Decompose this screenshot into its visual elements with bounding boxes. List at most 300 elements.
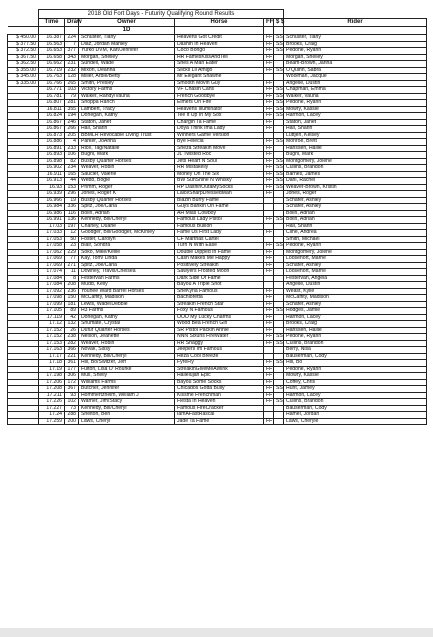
ss-cell: SS bbox=[274, 93, 284, 100]
rider-cell: Barnes, James bbox=[284, 171, 427, 178]
draw-cell: 306 bbox=[65, 373, 79, 380]
ss-cell: SS bbox=[274, 386, 284, 393]
draw-cell: 132 bbox=[65, 321, 79, 328]
header-horse: Horse bbox=[175, 19, 264, 27]
horse-cell: CF Marthas Cartel bbox=[175, 236, 264, 243]
draw-cell: 26 bbox=[65, 327, 79, 334]
time-cell: 16.93 bbox=[39, 184, 65, 191]
rider-cell: Festervan, Angela bbox=[284, 275, 427, 282]
header-rider: Rider bbox=[284, 19, 427, 27]
time-cell: 16.807 bbox=[39, 100, 65, 107]
ff-cell: FF bbox=[264, 67, 274, 74]
time-cell: 16.891 bbox=[39, 145, 65, 152]
owner-cell: McCaffity, Madison bbox=[79, 295, 175, 302]
time-cell: 16.902 bbox=[39, 165, 65, 172]
owner-cell: BBMLR Revocable Living Trust bbox=[79, 132, 175, 139]
draw-cell: 194 bbox=[65, 113, 79, 120]
ff-cell: FF bbox=[264, 126, 274, 133]
time-cell: 17.211 bbox=[39, 392, 65, 399]
horse-cell: Sheza Streakin Move bbox=[175, 145, 264, 152]
draw-cell: 79 bbox=[65, 93, 79, 100]
owner-cell: Warner, Jim/Stacy bbox=[79, 399, 175, 406]
rider-cell: Hodges, Jamie bbox=[284, 308, 427, 315]
owner-cell: Busby Quarter Horses bbox=[79, 197, 175, 204]
owner-cell: Webb, Bogie bbox=[79, 178, 175, 185]
owner-cell: Shoppa Ranch bbox=[79, 100, 175, 107]
draw-cell: 246 bbox=[65, 119, 79, 126]
owner-cell: Dufur Quarter Horses bbox=[79, 327, 175, 334]
draw-cell: 181 bbox=[65, 301, 79, 308]
rider-cell: Hill, Bo bbox=[284, 360, 427, 367]
draw-cell: 224 bbox=[65, 35, 79, 42]
owner-cell: Morgan, Shelley bbox=[79, 54, 175, 61]
ff-cell: FF bbox=[264, 327, 274, 334]
horse-cell: RR Shaggy bbox=[175, 340, 264, 347]
horse-cell: NNN Sixuns FireWater bbox=[175, 334, 264, 341]
time-cell: 16.886 bbox=[39, 139, 65, 146]
ff-cell: FF bbox=[264, 139, 274, 146]
draw-cell: 77 bbox=[65, 256, 79, 263]
rider-cell: Cullins, Brandon bbox=[284, 399, 427, 406]
owner-cell: Rice, Tag/Natalie bbox=[79, 145, 175, 152]
time-cell: 16.763 bbox=[39, 74, 65, 81]
rider-cell: Walker, Vauna bbox=[284, 93, 427, 100]
draw-cell: 343 bbox=[65, 54, 79, 61]
ff-cell: FF bbox=[264, 418, 274, 425]
prize-cell: $ 450.00 bbox=[8, 35, 39, 42]
ss-cell: SS bbox=[274, 178, 284, 185]
table-row bbox=[8, 418, 427, 425]
rider-cell: Bauserman, Cody bbox=[284, 405, 427, 412]
time-cell: 17.18 bbox=[39, 360, 65, 367]
ff-cell: FF bbox=[264, 308, 274, 315]
horse-cell: Bachloretta bbox=[175, 295, 264, 302]
owner-cell: Goodger, Bill/Goodger, McKinley bbox=[79, 230, 175, 237]
draw-cell: 238 bbox=[65, 334, 79, 341]
ff-cell: FF bbox=[264, 340, 274, 347]
draw-cell: 265 bbox=[65, 80, 79, 87]
draw-cell: 153 bbox=[65, 184, 79, 191]
ss-cell: SS bbox=[274, 165, 284, 172]
rider-cell: Loosenort, Marne bbox=[284, 256, 427, 263]
time-cell: 17.17 bbox=[39, 353, 65, 360]
draw-cell: 221 bbox=[65, 353, 79, 360]
ss-cell bbox=[274, 418, 284, 425]
prize-cell: $ 372.50 bbox=[8, 48, 39, 55]
draw-cell: 128 bbox=[65, 74, 79, 81]
time-cell: 16.811 bbox=[39, 106, 65, 113]
time-cell: 16.824 bbox=[39, 113, 65, 120]
time-cell: 17.152 bbox=[39, 334, 65, 341]
time-cell: 17.033 bbox=[39, 230, 65, 237]
time-cell: 16.387 bbox=[39, 35, 65, 42]
ff-cell: FF bbox=[264, 113, 274, 120]
owner-cell: Nelson, Jeanette bbox=[79, 334, 175, 341]
owner-cell: Diaz, Jordan Manley bbox=[79, 41, 175, 48]
ff-cell: FF bbox=[264, 243, 274, 250]
time-cell: 16.719 bbox=[39, 67, 65, 74]
draw-cell: 208 bbox=[65, 282, 79, 289]
rider-cell: Brooks, Craig bbox=[284, 41, 427, 48]
draw-cell: 150 bbox=[65, 295, 79, 302]
time-cell: 17.092 bbox=[39, 288, 65, 295]
ss-cell: SS bbox=[274, 35, 284, 42]
ss-cell: SS bbox=[274, 67, 284, 74]
rider-cell: Hall, Sharin bbox=[284, 126, 427, 133]
ff-cell: FF bbox=[264, 61, 274, 68]
rider-cell: Chapman, Emma bbox=[284, 87, 427, 94]
horse-cell: Doya Think Ima Lady bbox=[175, 126, 264, 133]
horse-cell: Famous Lady Pistol bbox=[175, 217, 264, 224]
time-cell: 16.986 bbox=[39, 210, 65, 217]
owner-cell: Weaver, Robin bbox=[79, 340, 175, 347]
owner-cell: Victory Farms bbox=[79, 87, 175, 94]
horse-cell: Fiesta In Heaven bbox=[175, 399, 264, 406]
horse-cell: Jade Ta Fame bbox=[175, 418, 264, 425]
rider-cell: Schafer, Ashley bbox=[284, 262, 427, 269]
horse-cell: Heavens Got Credit bbox=[175, 35, 264, 42]
rider-cell: Pedone, Ryann bbox=[284, 243, 427, 250]
owner-cell: Sundell, Wade bbox=[79, 61, 175, 68]
time-cell: 17.069 bbox=[39, 256, 65, 263]
rider-cell: Schafer, Ashley bbox=[284, 197, 427, 204]
ff-cell: FF bbox=[264, 321, 274, 328]
rider-cell: Weaver-Brown, Kristin bbox=[284, 184, 427, 191]
ff-cell: FF bbox=[264, 106, 274, 113]
owner-cell: H3 Farms bbox=[79, 308, 175, 315]
time-cell: 16.966 bbox=[39, 197, 65, 204]
owner-cell: Hill, Bo/Switzer, Jeff bbox=[79, 360, 175, 367]
draw-cell: 93 bbox=[65, 392, 79, 399]
ff-cell: FF bbox=[264, 399, 274, 406]
time-cell: 16.991 bbox=[39, 217, 65, 224]
ss-cell: SS bbox=[274, 360, 284, 367]
ff-cell: FF bbox=[264, 145, 274, 152]
horse-cell: Mr Elegant Shawne bbox=[175, 74, 264, 81]
owner-cell: Spitz, Joe/Carla bbox=[79, 262, 175, 269]
time-cell: 16.662 bbox=[39, 61, 65, 68]
ss-cell: SS bbox=[274, 399, 284, 406]
ff-cell: FF bbox=[264, 373, 274, 380]
draw-cell: 355 bbox=[65, 106, 79, 113]
ff-cell: FF bbox=[264, 256, 274, 263]
time-cell: 17.227 bbox=[39, 405, 65, 412]
ff-cell: FF bbox=[264, 191, 274, 198]
rider-cell: Dahl, Rachel bbox=[284, 178, 427, 185]
horse-cell: Famous FireCracker bbox=[175, 405, 264, 412]
ff-cell: FF bbox=[264, 93, 274, 100]
owner-cell: Staton, Janet bbox=[79, 119, 175, 126]
rider-cell: Pedone, Ryann bbox=[284, 100, 427, 107]
horse-cell: Sawyers Frosted Moon bbox=[175, 269, 264, 276]
time-cell: 16.913 bbox=[39, 178, 65, 185]
draw-cell: 7 bbox=[65, 41, 79, 48]
time-cell: 17.12 bbox=[39, 321, 65, 328]
rider-cell: Angelle, Dustin bbox=[284, 282, 427, 289]
draw-cell: 103 bbox=[65, 87, 79, 94]
rider-cell: Schafer, Ashley bbox=[284, 301, 427, 308]
title-row bbox=[8, 10, 427, 19]
horse-cell: JL Twisted Roc bbox=[175, 152, 264, 159]
time-cell: 16.911 bbox=[39, 171, 65, 178]
horse-cell: Jets Heart N Soul bbox=[175, 158, 264, 165]
rider-cell: Berry, Nisa bbox=[284, 347, 427, 354]
rider-cell: McCaffity, Madison bbox=[284, 295, 427, 302]
horse-cell: Chicados Gotta Bully bbox=[175, 386, 264, 393]
owner-cell: Bugni, Mark bbox=[79, 152, 175, 159]
header-draw: Draw bbox=[65, 19, 79, 27]
owner-cell: Donegan, Kathy bbox=[79, 113, 175, 120]
horse-cell: Heza Cool Breeze bbox=[175, 353, 264, 360]
rider-cell: Woolman, Jacque bbox=[284, 74, 427, 81]
owner-cell: Donegan, Kathy bbox=[79, 314, 175, 321]
time-cell: 17.105 bbox=[39, 308, 65, 315]
rider-cell: Smith, Michael bbox=[284, 236, 427, 243]
rider-cell: Pedone, Ryann bbox=[284, 366, 427, 373]
ff-cell: FF bbox=[264, 54, 274, 61]
owner-cell: Williams Farms bbox=[79, 379, 175, 386]
owner-cell: Jones, Roger K bbox=[79, 191, 175, 198]
ff-cell: FF bbox=[264, 360, 274, 367]
owner-cell: Parker, JoAnna bbox=[79, 139, 175, 146]
ff-cell: FF bbox=[264, 48, 274, 55]
horse-cell: HR FamesKissAndTell bbox=[175, 54, 264, 61]
horse-cell: AH Mias Cowboy bbox=[175, 210, 264, 217]
results-table bbox=[7, 9, 427, 425]
ss-cell: SS bbox=[274, 243, 284, 250]
time-cell: 17.069 bbox=[39, 262, 65, 269]
horse-cell: Hallelujah Epic bbox=[175, 373, 264, 380]
horse-cell: Kissme Frenchman bbox=[175, 392, 264, 399]
draw-cell: 177 bbox=[65, 366, 79, 373]
ff-cell: FF bbox=[264, 230, 274, 237]
rider-cell: O'Quinn, Sabra bbox=[284, 67, 427, 74]
time-cell: 16.867 bbox=[39, 126, 65, 133]
rider-cell: Bolin, Adrian bbox=[284, 217, 427, 224]
rider-cell: Hanssen, Hallie bbox=[284, 145, 427, 152]
rider-cell: Mowry, Kassie bbox=[284, 373, 427, 380]
draw-cell: 271 bbox=[65, 262, 79, 269]
draw-cell: 233 bbox=[65, 145, 79, 152]
draw-cell: 12 bbox=[65, 230, 79, 237]
rider-cell: Monroe, Brett bbox=[284, 139, 427, 146]
draw-cell: 116 bbox=[65, 210, 79, 217]
ff-cell: FF bbox=[264, 269, 274, 276]
prize-cell: $ 367.50 bbox=[8, 54, 39, 61]
draw-cell: 19 bbox=[65, 197, 79, 204]
time-cell: 17.053 bbox=[39, 236, 65, 243]
rider-cell: Harmon, Lacey bbox=[284, 314, 427, 321]
draw-cell: 282 bbox=[65, 340, 79, 347]
ss-cell: SS bbox=[274, 217, 284, 224]
rider-cell: Bolin, Adrian bbox=[284, 210, 427, 217]
time-cell: 16.867 bbox=[39, 119, 65, 126]
draw-cell: 377 bbox=[65, 48, 79, 55]
owner-cell: Fulton, Lisa O' Rourke bbox=[79, 366, 175, 373]
rider-cell: Cullins, Brandon bbox=[284, 165, 427, 172]
time-cell: 16.658 bbox=[39, 54, 65, 61]
draw-cell: 136 bbox=[65, 217, 79, 224]
rider-cell: Cullins, Brandon bbox=[284, 340, 427, 347]
draw-cell: 361 bbox=[65, 360, 79, 367]
horse-cell: FyreFly bbox=[175, 360, 264, 367]
rider-cell: Harmon, Lacey bbox=[284, 113, 427, 120]
header-ff: FF bbox=[264, 19, 274, 27]
horse-cell: IamAFastRascal bbox=[175, 412, 264, 419]
ff-cell: FF bbox=[264, 171, 274, 178]
ss-cell: SS bbox=[274, 139, 284, 146]
rider-cell: Pedone, Ryann bbox=[284, 48, 427, 55]
prize-cell: $ 355.00 bbox=[8, 67, 39, 74]
time-cell: 17.098 bbox=[39, 295, 65, 302]
horse-cell: Foxy N Famous bbox=[175, 308, 264, 315]
ff-cell: FF bbox=[264, 80, 274, 87]
rider-cell: Angelle, Dustin bbox=[284, 80, 427, 87]
ff-cell: FF bbox=[264, 178, 274, 185]
rider-cell: Hamel, Jordan bbox=[284, 412, 427, 419]
rider-cell: Bugni, Mark bbox=[284, 152, 427, 159]
horse-cell: Bayou Some Socks bbox=[175, 379, 264, 386]
draw-cell: 44 bbox=[65, 178, 79, 185]
owner-cell: Festervan Farms bbox=[79, 275, 175, 282]
time-cell: 16.939 bbox=[39, 191, 65, 198]
rider-cell: Morgan, Shelley bbox=[284, 54, 427, 61]
prize-cell bbox=[8, 418, 39, 425]
ss-cell: SS bbox=[274, 113, 284, 120]
draw-cell: 73 bbox=[65, 405, 79, 412]
rider-cell: Hanssen, Hallie bbox=[284, 327, 427, 334]
owner-cell: Busby Quarter Horses bbox=[79, 158, 175, 165]
ss-cell: SS bbox=[274, 48, 284, 55]
time-cell: 17.084 bbox=[39, 275, 65, 282]
horse-cell: Coco Bongo bbox=[175, 48, 264, 55]
rider-cell: Laws, Cheryle bbox=[284, 418, 427, 425]
draw-cell: 366 bbox=[65, 347, 79, 354]
time-cell: 17.24 bbox=[39, 412, 65, 419]
draw-cell: 165 bbox=[65, 171, 79, 178]
ff-cell: FF bbox=[264, 288, 274, 295]
draw-cell: 229 bbox=[65, 249, 79, 256]
draw-cell: 288 bbox=[65, 412, 79, 419]
rider-cell: Schafer, Ashley bbox=[284, 204, 427, 211]
ff-cell: FF bbox=[264, 262, 274, 269]
rider-cell: Staton, Janet bbox=[284, 119, 427, 126]
owner-cell: Yurko DVM, Kari/Jennifer bbox=[79, 48, 175, 55]
header-row bbox=[8, 19, 427, 27]
owner-cell: Kennedy, Bill/Cheryl bbox=[79, 405, 175, 412]
draw-cell: 266 bbox=[65, 126, 79, 133]
rider-cell: Hunt, Jamey bbox=[284, 386, 427, 393]
horse-cell: LaiceSharpDressedMan bbox=[175, 191, 264, 198]
time-cell: 17.074 bbox=[39, 269, 65, 276]
horse-cell: Shes A Man Eater bbox=[175, 61, 264, 68]
draw-cell: 234 bbox=[65, 165, 79, 172]
ff-cell: FF bbox=[264, 314, 274, 321]
owner-cell: Butcher, Jennifer bbox=[79, 386, 175, 393]
draw-cell: 11 bbox=[65, 269, 79, 276]
horse-cell: OOO My Lucky Charms bbox=[175, 314, 264, 321]
header-time: Time bbox=[39, 19, 65, 27]
horse-cell: RR Mistakelly bbox=[175, 165, 264, 172]
horse-cell: SR Pistol Packin Annie bbox=[175, 327, 264, 334]
horse-cell: SheKyna Famous bbox=[175, 288, 264, 295]
horse-cell: Bye Felecia bbox=[175, 139, 264, 146]
rider-cell: Coffey, Chris bbox=[284, 379, 427, 386]
owner-cell: Primm, Roger bbox=[79, 184, 175, 191]
prize-cell: $ 377.50 bbox=[8, 41, 39, 48]
results-sheet bbox=[7, 9, 427, 425]
time-cell: 16.873 bbox=[39, 132, 65, 139]
horse-cell: Streakin French Star bbox=[175, 301, 264, 308]
horse-cell: French Goodbye bbox=[175, 93, 264, 100]
time-cell: 16.898 bbox=[39, 158, 65, 165]
owner-cell: Lewis, Wade/Debbie bbox=[79, 301, 175, 308]
owner-cell: Downey, Travis/Chelsea bbox=[79, 269, 175, 276]
time-cell: 16.781 bbox=[39, 93, 65, 100]
horse-cell: VF Chasin Cans bbox=[175, 87, 264, 94]
ff-cell: FF bbox=[264, 119, 274, 126]
horse-cell: Tee It Up In My Sox bbox=[175, 113, 264, 120]
time-cell: 16.563 bbox=[39, 41, 65, 48]
draw-cell: 4 bbox=[65, 139, 79, 146]
horse-cell: Cash Makes Me Happy bbox=[175, 256, 264, 263]
owner-cell: Spitz, Joe/Carla bbox=[79, 204, 175, 211]
draw-cell: 200 bbox=[65, 418, 79, 425]
horse-cell: Chargin Ta Fame bbox=[175, 119, 264, 126]
rider-cell: Hall, Sharin bbox=[284, 223, 427, 230]
ss-cell: SS bbox=[274, 308, 284, 315]
time-cell: 17.099 bbox=[39, 301, 65, 308]
time-cell: 17.259 bbox=[39, 418, 65, 425]
horse-cell: Blazin Burry Fame bbox=[175, 197, 264, 204]
draw-cell: 50 bbox=[65, 236, 79, 243]
draw-cell: 172 bbox=[65, 379, 79, 386]
horse-cell: Dashin In Heaven bbox=[175, 41, 264, 48]
owner-cell: Saucier, Valerie bbox=[79, 171, 175, 178]
draw-cell: 106 bbox=[65, 152, 79, 159]
draw-cell: 82 bbox=[65, 158, 79, 165]
owner-cell: Chaney, Duane bbox=[79, 223, 175, 230]
ff-cell: FF bbox=[264, 152, 274, 159]
draw-cell: 367 bbox=[65, 386, 79, 393]
time-cell: 16.653 bbox=[39, 48, 65, 55]
time-cell: 17.03 bbox=[39, 223, 65, 230]
time-cell: 17.084 bbox=[39, 282, 65, 289]
horse-cell: Dark Side Of Fame bbox=[175, 275, 264, 282]
header-owner: Owner bbox=[79, 19, 175, 27]
owner-cell: Hall, Sharin bbox=[79, 126, 175, 133]
owner-cell: Mull, Shelly bbox=[79, 373, 175, 380]
time-cell: 17.062 bbox=[39, 249, 65, 256]
rider-cell: Bauserman, Cody bbox=[284, 353, 427, 360]
draw-cell: 102 bbox=[65, 399, 79, 406]
page-title: 2018 Old Fort Days - Futurity Qualifying Round Results bbox=[39, 10, 284, 19]
time-cell: 16.984 bbox=[39, 204, 65, 211]
rider-cell: Brooks, Craig bbox=[284, 321, 427, 328]
draw-cell: 231 bbox=[65, 61, 79, 68]
time-cell: 17.152 bbox=[39, 327, 65, 334]
time-cell: 17.19 bbox=[39, 366, 65, 373]
horse-cell: Smooth Movin Guy bbox=[175, 80, 264, 87]
time-cell: 16.771 bbox=[39, 87, 65, 94]
owner-cell: Kennedy, Bill/Cheryl bbox=[79, 353, 175, 360]
rider-cell: Harmon, Lacey bbox=[284, 392, 427, 399]
horse-cell: Guys Bankin On Fame bbox=[175, 204, 264, 211]
ss-cell: SS bbox=[274, 41, 284, 48]
ff-cell: FF bbox=[264, 334, 274, 341]
ss-cell: SS bbox=[274, 334, 284, 341]
owner-cell: Mudd, Kelly bbox=[79, 282, 175, 289]
